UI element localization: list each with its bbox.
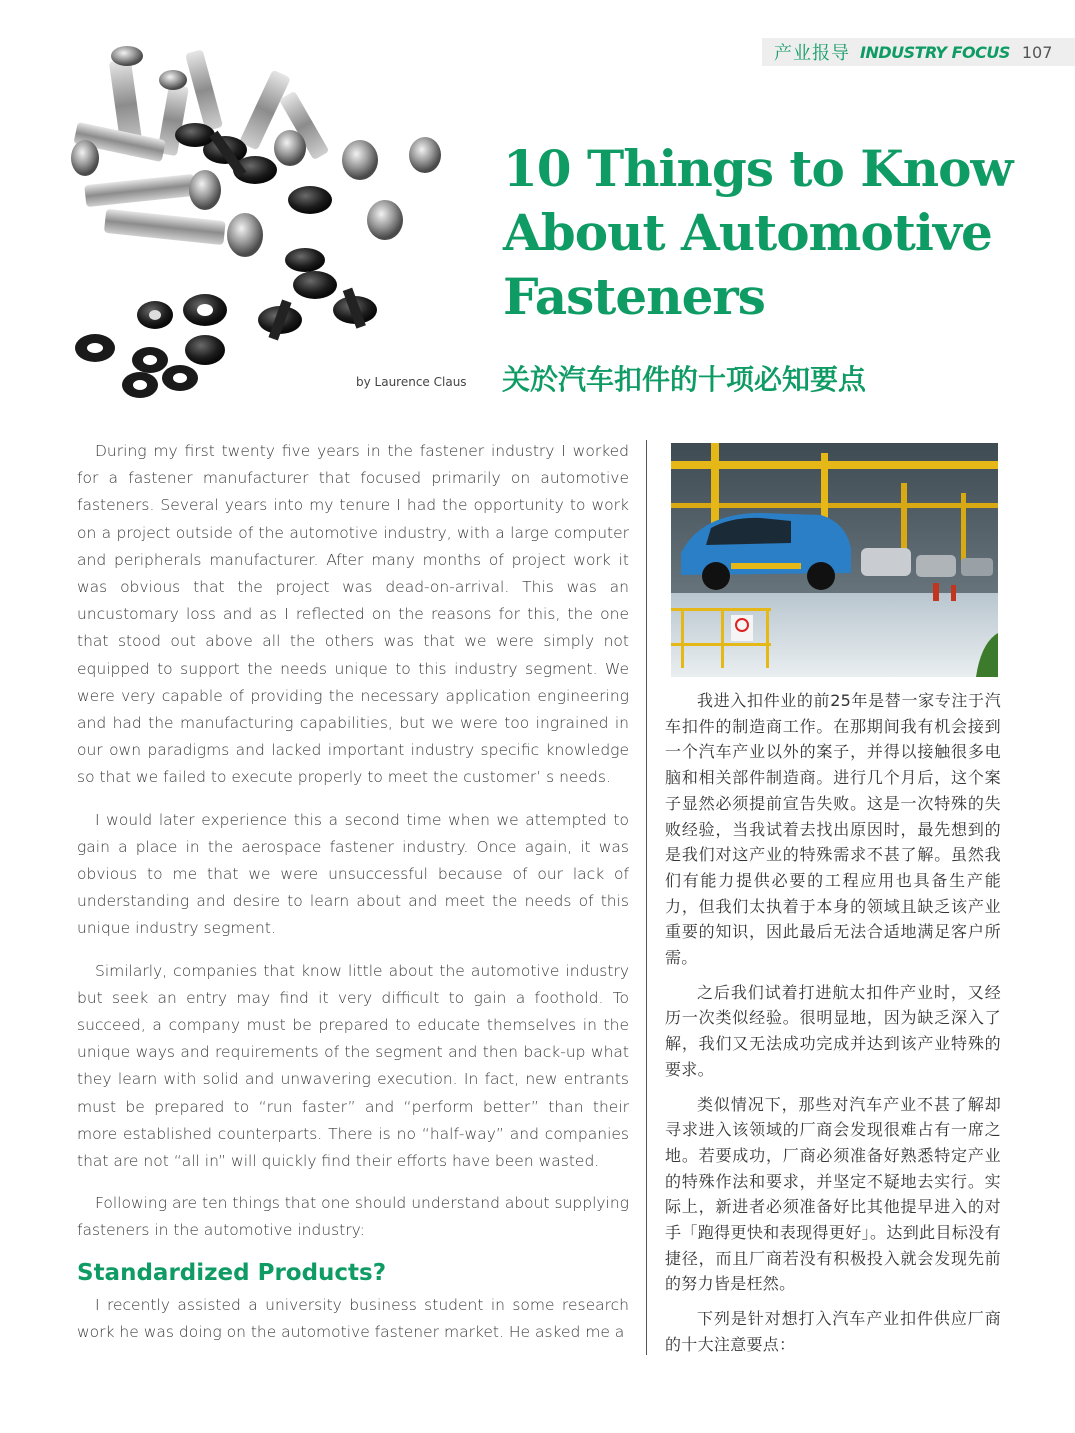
english-column (77, 438, 629, 1361)
chinese-paragraph-2: 之后我们试着打进航太扣件产业时，又经历一次类似经验。很明显地，因为缺乏深入了解，我们又无法成功完成并达到该产业特殊的要求。 (665, 982, 1001, 1079)
page-number: 107 (1021, 42, 1053, 62)
chinese-paragraph-1: 我进入扣件业的前25年是替一家专注于汽车扣件的制造商工作。在那期间我有机会接到一个汽车产业以外的案子，并得以接触很多电脑和相关部件制造商。进行几个月后，这个案子显然必须提前宣告失败。这是一次特殊的失败经验，当我试着去找出原因时，最先想到的是我们对这产业的特殊需求不甚了解。虽然我们有能力提供必要的工程应用也具备生产能力，但我们太执着于本身的领域且缺乏该产业重要的知识，因此最后无法合适地满足客户所需。 (665, 691, 1001, 968)
english-paragraph-4: Following are ten things that one should understand about supplying fasteners in the automotive industry: (77, 1194, 629, 1240)
english-paragraph-2: I would later experience this a second time when we attempted to gain a place in the aerospace fastener industry. Once again, it was obvious to me that we were unsuccessful because of our lack of understanding and desire to learn about and meet the needs of this unique industry segment. (77, 810, 629, 938)
car-assembly-line-photo (671, 443, 998, 677)
chinese-paragraph-4: 下列是针对想打入汽车产业扣件供应厂商的十大注意要点： (665, 1309, 1001, 1354)
english-paragraph-3: Similarly, companies that know little about the automotive industry but seek an entry may find it very difficult to gain a foothold. To succeed, a company must be prepared to educate themselves in the unique ways and requirements of the segment and then back-up what they learn with solid and unwavering execution. In fact, new entrants must be prepared to “run faster” and “perform better” than their more established counterparts. There is no “half-way” and companies that are not “all in” will quickly find their efforts have been wasted. (77, 961, 629, 1171)
section-header (762, 38, 1075, 66)
title-line-3: Fasteners (503, 267, 765, 326)
english-paragraph-5: I recently assisted a university business student in some research work he was doing on the automotive fastener market. He asked me a (77, 1295, 629, 1341)
chinese-column (665, 688, 1001, 1367)
section-label-en: INDUSTRY FOCUS (860, 42, 1010, 62)
article-title-cn: 关於汽车扣件的十项必知要点 (502, 363, 867, 396)
section-heading: Standardized Products? (77, 1259, 387, 1286)
chinese-paragraph-3: 类似情况下，那些对汽车产业不甚了解却寻求进入该领域的厂商会发现很难占有一席之地。若要成功，厂商必须准备好熟悉特定产业的特殊作法和要求，并坚定不疑地去实行。实际上，新进者必须准备好比其他提早进入的对手「跑得更快和表现得更好」。达到此目标没有捷径，而且厂商若没有积极投入就会发现先前的努力皆是枉然。 (665, 1094, 1001, 1294)
column-divider (646, 440, 647, 1355)
byline: by Laurence Claus (356, 375, 467, 389)
english-paragraph-1: During my first twenty five years in the fastener industry I worked for a fastener manufacturer that focused primarily on automotive fasteners. Several years into my tenure I had the opportunity to work on a project outside of the automotive industry, with a large computer and peripherals manufacturer. After many months of project work it was obvious that the project was dead-on-arrival. This was an uncustomary loss and as I reflected on the reasons for this, the one that stood out above all the others was that we were simply not equipped to support the needs unique to this industry segment. We were very capable of providing the necessary application engineering and had the manufacturing capabilities, but we were too ingrained in our own paradigms and lacked important industry specific knowledge so that we failed to execute properly to meet the customer’ s needs. (77, 442, 629, 787)
article-title (503, 137, 1023, 329)
fasteners-photo (55, 30, 475, 410)
title-line-2: About Automotive (503, 203, 992, 262)
title-line-1: 10 Things to Know (503, 139, 1013, 198)
section-label-cn: 产业报导 (774, 43, 850, 64)
